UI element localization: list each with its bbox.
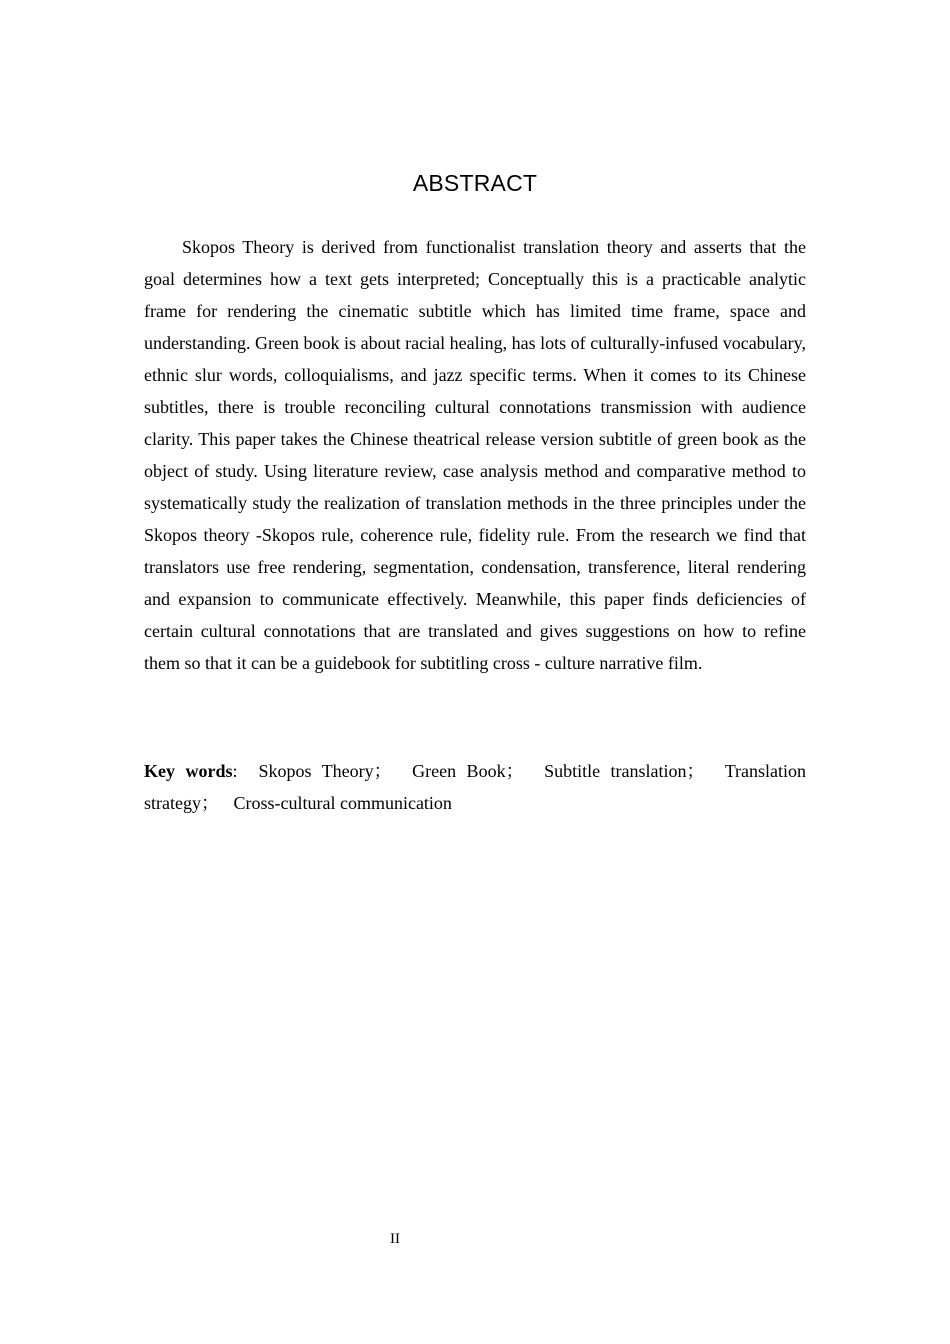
page-number: II xyxy=(390,1231,400,1247)
keyword-item: Green Book xyxy=(412,761,506,781)
keywords-line xyxy=(144,755,806,819)
keyword-separator: ； xyxy=(373,761,392,781)
keywords-label: Key words xyxy=(144,761,233,781)
keyword-item: Subtitle translation xyxy=(544,761,687,781)
abstract-paragraph: Skopos Theory is derived from functionalist translation theory and asserts that the goal determines how a text gets interpreted; Conceptually this is a practicable analytic frame for rendering the cinematic subtitle which has limited time frame, space and understanding. Green book is about racial healing, has lots of culturally-infused vocabulary, ethnic slur words, colloquialisms, and jazz specific terms. When it comes to its Chinese subtitles, there is trouble reconciling cultural connotations transmission with audience clarity. This paper takes the Chinese theatrical release version subtitle of green book as the object of study. Using literature review, case analysis method and comparative method to systematically study the realization of translation methods in the three principles under the Skopos theory -Skopos rule, coherence rule, fidelity rule. From the research we find that translators use free rendering, segmentation, condensation, transference, literal rendering and expansion to communicate effectively. Meanwhile, this paper finds deficiencies of certain cultural connotations that are translated and gives suggestions on how to refine them so that it can be a guidebook for subtitling cross - culture narrative film. xyxy=(144,237,806,673)
keyword-separator: ； xyxy=(200,793,219,813)
keyword-separator: ； xyxy=(505,761,524,781)
keywords-colon: : xyxy=(232,761,238,781)
abstract-heading: ABSTRACT xyxy=(412,170,538,196)
keyword-separator: ； xyxy=(686,761,705,781)
keyword-item: Translation strategy xyxy=(144,761,807,813)
keyword-item: Cross-cultural communication xyxy=(233,793,452,813)
keyword-item: Skopos Theory xyxy=(258,761,374,781)
